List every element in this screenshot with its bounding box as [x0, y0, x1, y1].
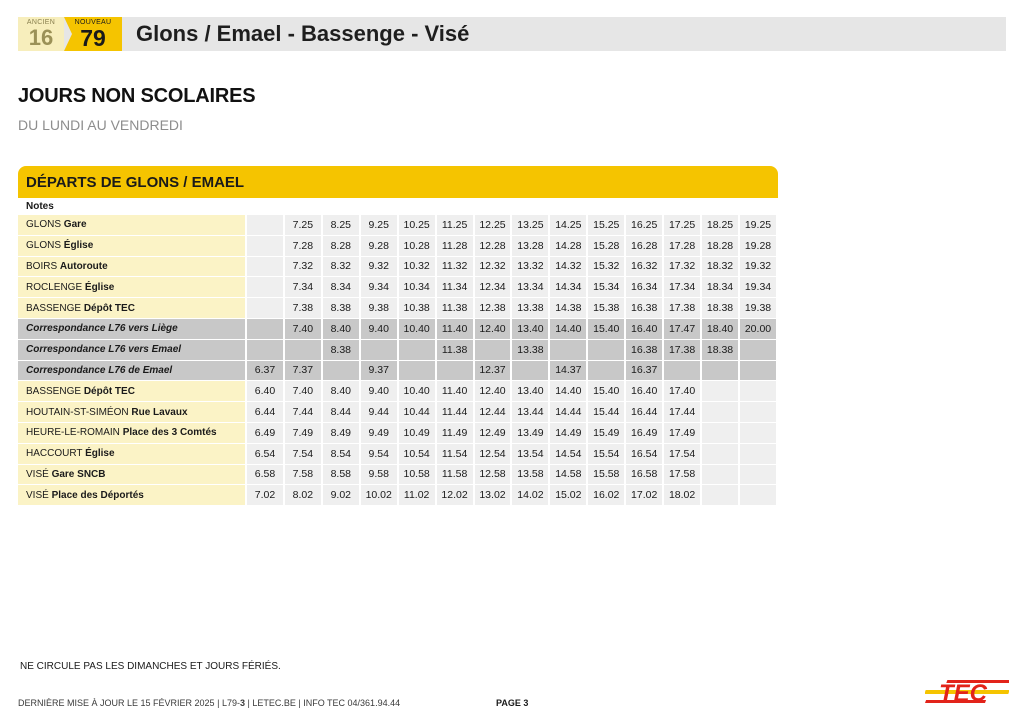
departure-time: 17.28: [664, 236, 702, 257]
stop-name: [18, 381, 247, 402]
departure-time: [247, 277, 285, 298]
departure-time: 15.49: [588, 423, 626, 444]
stop-detail: Église: [63, 240, 94, 252]
departure-time: 11.38: [437, 298, 475, 319]
departure-time: [247, 298, 285, 319]
stop-place: HACCOURT: [26, 448, 83, 460]
timetable: [18, 166, 778, 506]
departure-time: 14.54: [550, 444, 588, 465]
departure-time: 12.54: [475, 444, 513, 465]
stop-place: GLONS: [26, 240, 62, 252]
stop-place: VISÉ: [26, 468, 49, 480]
departure-time: 13.34: [512, 277, 550, 298]
footer-website[interactable]: LETEC.BE: [252, 698, 296, 708]
departure-time: [247, 215, 285, 236]
departure-time: [702, 381, 740, 402]
departure-time: 13.49: [512, 423, 550, 444]
departure-time: 7.40: [285, 381, 323, 402]
departure-time: 7.32: [285, 257, 323, 278]
section-subtitle: DU LUNDI AU VENDREDI: [18, 117, 183, 133]
departure-time: 14.02: [512, 485, 550, 506]
departure-time: 12.02: [437, 485, 475, 506]
stop-name: [18, 215, 247, 236]
departure-time: 14.49: [550, 423, 588, 444]
departure-time: [247, 319, 285, 340]
footer-phone: INFO TEC 04/361.94.44: [303, 698, 401, 708]
stop-place: HEURE-LE-ROMAIN: [26, 427, 120, 439]
departure-time: 8.02: [285, 485, 323, 506]
departure-time: [247, 236, 285, 257]
stop-row: [18, 298, 778, 319]
departure-time: 9.37: [361, 361, 399, 382]
departure-time: 6.37: [247, 361, 285, 382]
connection-row: [18, 361, 778, 382]
departure-time: 7.28: [285, 236, 323, 257]
departure-time: [702, 423, 740, 444]
departure-time: [740, 381, 778, 402]
departure-time: 13.38: [512, 340, 550, 361]
departure-time: 15.40: [588, 319, 626, 340]
connection-row: [18, 340, 778, 361]
departure-time: 11.02: [399, 485, 437, 506]
departure-time: 11.32: [437, 257, 475, 278]
departure-time: 17.32: [664, 257, 702, 278]
departure-time: 9.02: [323, 485, 361, 506]
departure-time: 10.40: [399, 319, 437, 340]
departure-time: 13.28: [512, 236, 550, 257]
departure-time: 19.32: [740, 257, 778, 278]
departure-time: 17.40: [664, 381, 702, 402]
departure-time: [740, 485, 778, 506]
departure-time: 15.40: [588, 381, 626, 402]
departure-time: 7.34: [285, 277, 323, 298]
departure-time: 7.44: [285, 402, 323, 423]
departure-time: [740, 361, 778, 382]
departure-time: 15.34: [588, 277, 626, 298]
departure-time: [512, 361, 550, 382]
departure-time: [399, 340, 437, 361]
departure-time: 13.25: [512, 215, 550, 236]
departure-time: 11.44: [437, 402, 475, 423]
departure-time: [740, 444, 778, 465]
departure-time: 15.38: [588, 298, 626, 319]
departure-time: 12.25: [475, 215, 513, 236]
departure-time: 14.28: [550, 236, 588, 257]
departure-time: 7.49: [285, 423, 323, 444]
departure-time: 17.34: [664, 277, 702, 298]
departure-time: 13.38: [512, 298, 550, 319]
departure-time: 17.54: [664, 444, 702, 465]
departure-time: 6.40: [247, 381, 285, 402]
stop-name: [18, 257, 247, 278]
departure-time: [664, 361, 702, 382]
departure-time: 15.28: [588, 236, 626, 257]
stop-row: [18, 257, 778, 278]
departure-time: 8.28: [323, 236, 361, 257]
departure-time: 15.44: [588, 402, 626, 423]
departure-time: [702, 444, 740, 465]
old-line-badge: [18, 17, 64, 51]
departure-time: 10.49: [399, 423, 437, 444]
departure-time: 16.54: [626, 444, 664, 465]
departure-time: 14.34: [550, 277, 588, 298]
departure-time: 9.34: [361, 277, 399, 298]
departure-time: 8.38: [323, 298, 361, 319]
stop-row: [18, 236, 778, 257]
departure-time: 7.38: [285, 298, 323, 319]
departure-time: 18.28: [702, 236, 740, 257]
departure-time: 16.49: [626, 423, 664, 444]
departure-time: 7.40: [285, 319, 323, 340]
stop-name: [18, 423, 247, 444]
departure-time: 10.54: [399, 444, 437, 465]
departure-time: [702, 402, 740, 423]
stop-row: [18, 485, 778, 506]
departure-time: 13.32: [512, 257, 550, 278]
departure-time: 10.40: [399, 381, 437, 402]
departure-time: [740, 465, 778, 486]
stop-detail: Correspondance L76 vers Liège: [26, 323, 178, 335]
departure-time: 17.38: [664, 298, 702, 319]
departure-time: 13.58: [512, 465, 550, 486]
departure-time: 12.49: [475, 423, 513, 444]
stop-name: [18, 465, 247, 486]
departure-time: 13.40: [512, 319, 550, 340]
stop-detail: Rue Lavaux: [131, 406, 188, 418]
departure-time: 11.40: [437, 319, 475, 340]
departure-time: 11.38: [437, 340, 475, 361]
departure-time: 18.32: [702, 257, 740, 278]
departure-time: 7.02: [247, 485, 285, 506]
stop-name: [18, 402, 247, 423]
stop-name: [18, 485, 247, 506]
stop-name: [18, 277, 247, 298]
stop-detail: Autoroute: [59, 260, 108, 272]
departure-time: 17.47: [664, 319, 702, 340]
departure-time: 15.54: [588, 444, 626, 465]
stop-name: [18, 444, 247, 465]
departure-time: 8.54: [323, 444, 361, 465]
stop-row: [18, 381, 778, 402]
stop-place: BOIRS: [26, 260, 58, 272]
departure-time: [702, 361, 740, 382]
departure-time: 8.25: [323, 215, 361, 236]
stop-row: [18, 423, 778, 444]
departure-time: 17.02: [626, 485, 664, 506]
departure-time: 18.02: [664, 485, 702, 506]
departure-time: 7.58: [285, 465, 323, 486]
departure-time: 9.25: [361, 215, 399, 236]
stop-detail: Dépôt TEC: [83, 385, 135, 397]
departure-time: [285, 340, 323, 361]
notes-label: Notes: [26, 201, 54, 212]
connection-row: [18, 319, 778, 340]
departure-time: [437, 361, 475, 382]
departure-time: 10.25: [399, 215, 437, 236]
departure-time: 13.40: [512, 381, 550, 402]
new-line-label: NOUVEAU: [74, 19, 112, 26]
departure-time: 8.44: [323, 402, 361, 423]
departure-time: 12.28: [475, 236, 513, 257]
stop-row: [18, 402, 778, 423]
departure-time: 18.38: [702, 340, 740, 361]
departure-time: 16.37: [626, 361, 664, 382]
stop-name: [18, 361, 247, 382]
departure-time: 19.38: [740, 298, 778, 319]
departure-time: [247, 340, 285, 361]
departure-time: 9.40: [361, 319, 399, 340]
departure-time: 11.49: [437, 423, 475, 444]
departure-time: 7.25: [285, 215, 323, 236]
departure-time: 19.34: [740, 277, 778, 298]
departure-time: 16.44: [626, 402, 664, 423]
departure-time: 15.25: [588, 215, 626, 236]
departure-time: 11.58: [437, 465, 475, 486]
departure-time: 18.25: [702, 215, 740, 236]
departure-time: 18.40: [702, 319, 740, 340]
stop-place: BASSENGE: [26, 302, 82, 314]
departure-time: 10.32: [399, 257, 437, 278]
departure-time: 8.49: [323, 423, 361, 444]
departure-time: 11.34: [437, 277, 475, 298]
departure-time: 12.40: [475, 381, 513, 402]
departure-time: [475, 340, 513, 361]
departure-time: 10.38: [399, 298, 437, 319]
stop-name: [18, 340, 247, 361]
departure-time: 12.32: [475, 257, 513, 278]
departure-time: 11.28: [437, 236, 475, 257]
stop-detail: Dépôt TEC: [83, 302, 135, 314]
departure-time: 17.38: [664, 340, 702, 361]
departure-time: 16.25: [626, 215, 664, 236]
line-header: [18, 17, 1006, 51]
departure-time: 14.37: [550, 361, 588, 382]
departure-time: 17.44: [664, 402, 702, 423]
departure-time: 10.02: [361, 485, 399, 506]
departure-time: 6.54: [247, 444, 285, 465]
departure-time: 15.58: [588, 465, 626, 486]
departure-time: [588, 361, 626, 382]
departure-time: 8.34: [323, 277, 361, 298]
departure-time: 16.34: [626, 277, 664, 298]
departure-time: 16.40: [626, 319, 664, 340]
page-number: PAGE 3: [496, 698, 529, 708]
departure-time: 18.34: [702, 277, 740, 298]
departure-time: 13.54: [512, 444, 550, 465]
departure-time: 11.40: [437, 381, 475, 402]
stop-place: BASSENGE: [26, 385, 82, 397]
stop-name: [18, 298, 247, 319]
stop-place: HOUTAIN-ST-SIMÉON: [26, 406, 129, 418]
departure-time: 12.37: [475, 361, 513, 382]
new-line-number: 79: [80, 24, 106, 51]
stop-detail: Correspondance L76 vers Emael: [26, 344, 182, 356]
departure-time: 6.44: [247, 402, 285, 423]
departure-time: [702, 465, 740, 486]
tec-logo: [925, 674, 1009, 710]
departure-time: [550, 340, 588, 361]
departure-time: [740, 402, 778, 423]
departure-time: 15.02: [550, 485, 588, 506]
stop-detail: Correspondance L76 de Emael: [26, 364, 173, 376]
departure-time: 19.25: [740, 215, 778, 236]
stop-place: GLONS: [26, 219, 62, 231]
timetable-grid: [18, 215, 778, 506]
departure-time: 19.28: [740, 236, 778, 257]
departure-time: [702, 485, 740, 506]
stop-row: [18, 465, 778, 486]
departure-time: 9.38: [361, 298, 399, 319]
departure-time: 13.02: [475, 485, 513, 506]
departure-time: 8.32: [323, 257, 361, 278]
departure-time: [361, 340, 399, 361]
departure-time: 12.38: [475, 298, 513, 319]
departure-time: 14.58: [550, 465, 588, 486]
departure-time: 17.25: [664, 215, 702, 236]
stop-row: [18, 444, 778, 465]
stop-detail: Gare SNCB: [51, 468, 106, 480]
departure-time: 11.25: [437, 215, 475, 236]
departure-time: 12.58: [475, 465, 513, 486]
stop-detail: Place des Déportés: [51, 489, 144, 501]
departure-time: 13.44: [512, 402, 550, 423]
departure-time: [323, 361, 361, 382]
stop-place: VISÉ: [26, 489, 49, 501]
departure-time: 15.32: [588, 257, 626, 278]
departure-time: 8.58: [323, 465, 361, 486]
old-line-label: ANCIEN: [26, 19, 56, 26]
departure-time: 16.58: [626, 465, 664, 486]
departure-time: 16.28: [626, 236, 664, 257]
departure-time: 20.00: [740, 319, 778, 340]
departure-time: 8.38: [323, 340, 361, 361]
departure-time: 10.44: [399, 402, 437, 423]
departure-time: 17.58: [664, 465, 702, 486]
stop-place: ROCLENGE: [26, 281, 83, 293]
stop-detail: Église: [85, 448, 115, 460]
stop-detail: Église: [84, 281, 115, 293]
footer-line-ref: L79-3: [221, 698, 245, 708]
new-line-badge: [64, 17, 122, 51]
departure-time: 7.54: [285, 444, 323, 465]
departure-time: 6.49: [247, 423, 285, 444]
stop-detail: Place des 3 Comtés: [122, 427, 217, 439]
departure-time: 18.38: [702, 298, 740, 319]
departure-time: 16.38: [626, 298, 664, 319]
stop-row: [18, 215, 778, 236]
departure-time: 10.34: [399, 277, 437, 298]
stop-row: [18, 277, 778, 298]
departure-time: 9.32: [361, 257, 399, 278]
timetable-heading: DÉPARTS DE GLONS / EMAEL: [18, 166, 778, 198]
departure-time: 9.54: [361, 444, 399, 465]
departure-time: 14.32: [550, 257, 588, 278]
departure-time: 16.38: [626, 340, 664, 361]
departure-time: 16.40: [626, 381, 664, 402]
tec-logo-text: TEC: [939, 680, 987, 707]
departure-time: 14.40: [550, 381, 588, 402]
departure-time: 16.02: [588, 485, 626, 506]
footer-updated: DERNIÈRE MISE À JOUR LE 15 FÉVRIER 2025: [18, 698, 215, 708]
stop-name: [18, 319, 247, 340]
departure-time: [399, 361, 437, 382]
departure-time: 9.28: [361, 236, 399, 257]
departure-time: 9.58: [361, 465, 399, 486]
departure-time: 14.25: [550, 215, 588, 236]
departure-time: [247, 257, 285, 278]
departure-time: [740, 340, 778, 361]
departure-time: 12.34: [475, 277, 513, 298]
departure-time: 8.40: [323, 319, 361, 340]
departure-time: 17.49: [664, 423, 702, 444]
departure-time: 14.38: [550, 298, 588, 319]
departure-time: 10.58: [399, 465, 437, 486]
line-title: Glons / Emael - Bassenge - Visé: [136, 21, 470, 46]
departure-time: 9.49: [361, 423, 399, 444]
departure-time: 16.32: [626, 257, 664, 278]
departure-time: [588, 340, 626, 361]
departure-time: 6.58: [247, 465, 285, 486]
departure-time: 9.44: [361, 402, 399, 423]
departure-time: 7.37: [285, 361, 323, 382]
departure-time: 8.40: [323, 381, 361, 402]
old-line-number: 16: [28, 25, 54, 50]
departure-time: 12.40: [475, 319, 513, 340]
departure-time: 12.44: [475, 402, 513, 423]
section-title: JOURS NON SCOLAIRES: [18, 85, 256, 107]
stop-detail: Gare: [63, 219, 87, 231]
departure-time: 14.40: [550, 319, 588, 340]
footer-info: DERNIÈRE MISE À JOUR LE 15 FÉVRIER 2025 | L79-3 | LETEC.BE | INFO TEC 04/361.94.44: [18, 698, 401, 708]
departure-time: 9.40: [361, 381, 399, 402]
departure-time: 10.28: [399, 236, 437, 257]
stop-name: [18, 236, 247, 257]
departure-time: 14.44: [550, 402, 588, 423]
footnote: NE CIRCULE PAS LES DIMANCHES ET JOURS FÉRIÉS.: [20, 661, 281, 672]
departure-time: [740, 423, 778, 444]
departure-time: 11.54: [437, 444, 475, 465]
